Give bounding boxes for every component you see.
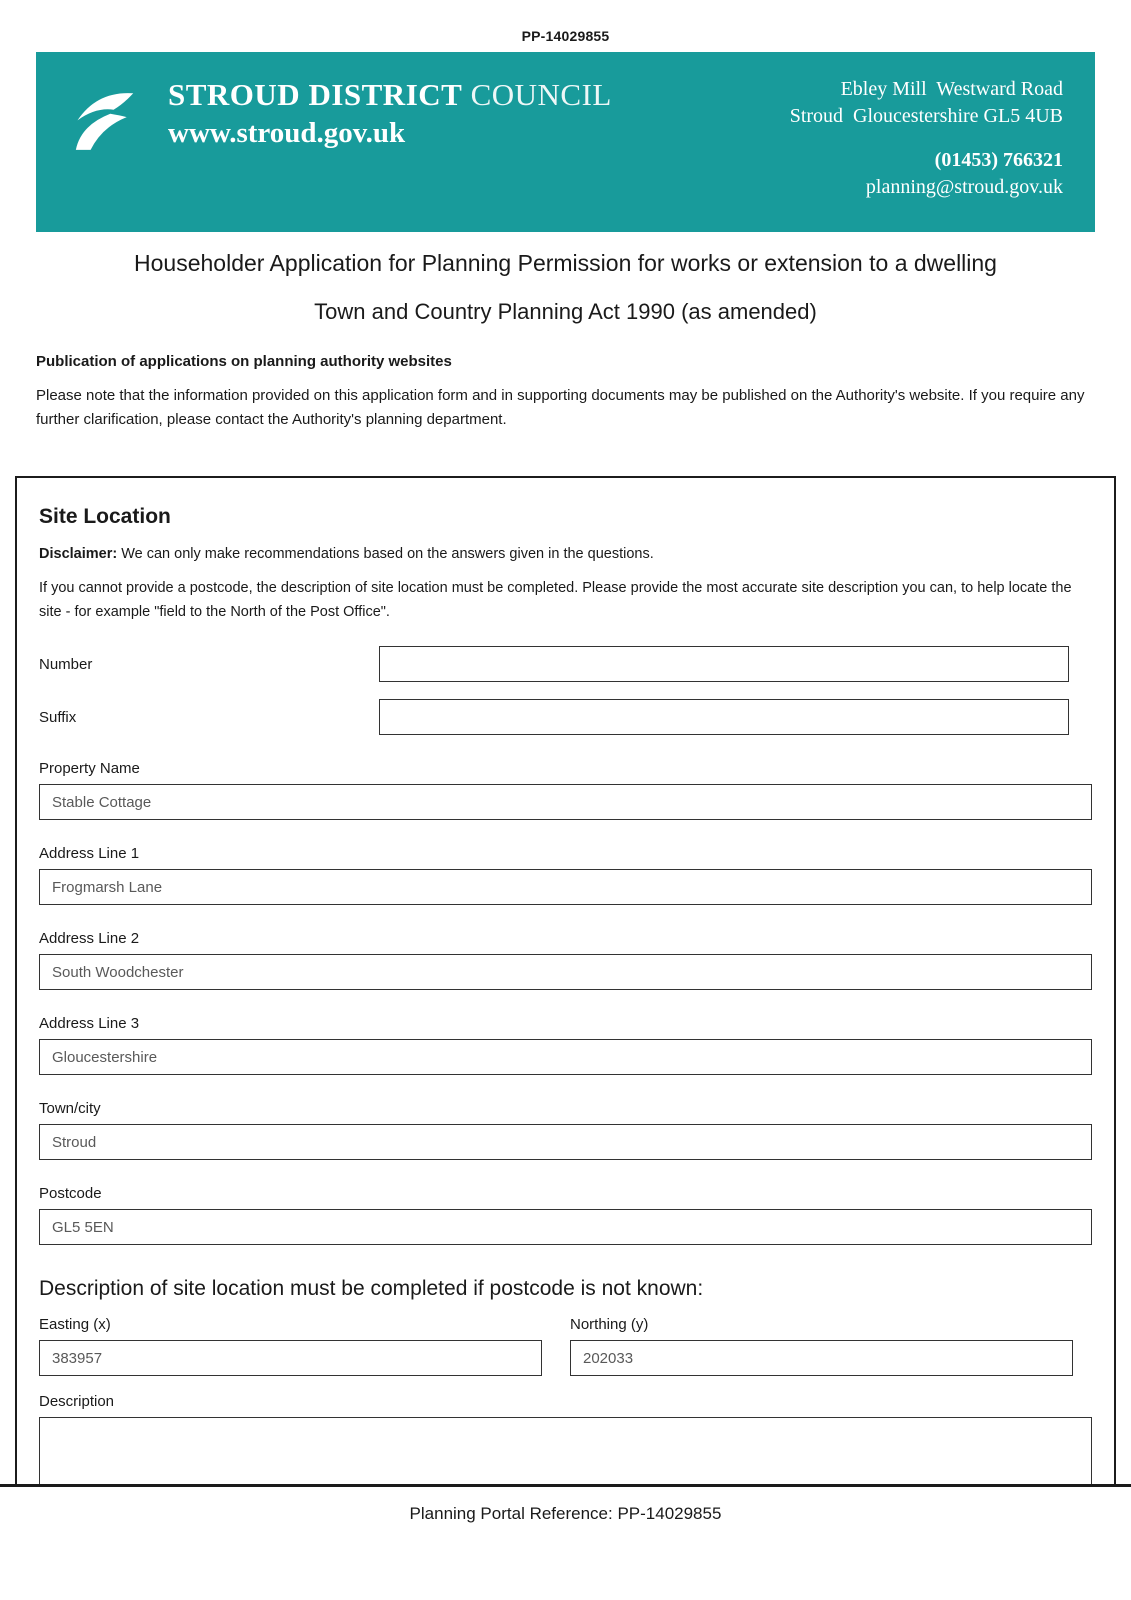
address-line-1-field bbox=[39, 844, 1092, 905]
council-name-main: STROUD DISTRICT bbox=[168, 77, 463, 112]
number-row bbox=[39, 646, 1092, 682]
address-line-2-label: Address Line 2 bbox=[39, 930, 140, 947]
council-email: planning@stroud.gov.uk bbox=[865, 176, 1063, 198]
northing-input[interactable] bbox=[570, 1340, 1073, 1376]
footer-reference: Planning Portal Reference: PP-14029855 bbox=[409, 1504, 722, 1523]
council-website: www.stroud.gov.uk bbox=[168, 117, 406, 149]
suffix-row bbox=[39, 699, 1092, 735]
number-label: Number bbox=[39, 655, 93, 673]
easting-label: Easting (x) bbox=[39, 1316, 111, 1333]
description-textarea[interactable] bbox=[39, 1417, 1092, 1484]
council-contact-block bbox=[790, 76, 1063, 212]
suffix-input[interactable] bbox=[379, 699, 1069, 735]
council-address-line1: Ebley Mill Westward Road bbox=[840, 78, 1063, 100]
council-name-block bbox=[168, 76, 612, 152]
northing-label: Northing (y) bbox=[570, 1316, 649, 1333]
publication-note: Please note that the information provided on this application form and in supporting documents may be published on the Authority's website. If you require any further clarification, please contact the Authority's planning department. bbox=[36, 387, 1085, 428]
council-name-council: COUNCIL bbox=[470, 77, 612, 112]
address-line-1-label: Address Line 1 bbox=[39, 845, 140, 862]
postcode-input[interactable] bbox=[39, 1209, 1092, 1245]
number-input[interactable] bbox=[379, 646, 1069, 682]
easting-field bbox=[39, 1315, 542, 1376]
council-phone: (01453) 766321 bbox=[934, 149, 1063, 171]
form-subtitle: Town and Country Planning Act 1990 (as amended) bbox=[314, 299, 817, 324]
description-label: Description bbox=[39, 1393, 115, 1410]
postcode-field bbox=[39, 1184, 1092, 1245]
disclaimer-body: We can only make recommendations based on the answers given in the questions. bbox=[121, 546, 654, 562]
reference-number-top: PP-14029855 bbox=[521, 28, 610, 44]
address-line-2-input[interactable] bbox=[39, 954, 1092, 990]
council-logo-icon bbox=[66, 82, 148, 162]
footer-divider bbox=[0, 1484, 1131, 1487]
address-line-3-input[interactable] bbox=[39, 1039, 1092, 1075]
description-field bbox=[39, 1392, 1092, 1484]
property-name-label: Property Name bbox=[39, 760, 140, 777]
site-location-heading: Site Location bbox=[39, 505, 171, 528]
easting-input[interactable] bbox=[39, 1340, 542, 1376]
council-address-line2: Stroud Gloucestershire GL5 4UB bbox=[789, 105, 1063, 127]
form-title: Householder Application for Planning Permission for works or extension to a dwelling bbox=[134, 250, 997, 276]
disclaimer-text bbox=[39, 544, 1092, 564]
town-city-field bbox=[39, 1099, 1092, 1160]
site-location-section bbox=[15, 476, 1116, 1484]
council-header-left bbox=[66, 76, 612, 212]
address-line-2-field bbox=[39, 929, 1092, 990]
town-city-label: Town/city bbox=[39, 1100, 101, 1117]
publication-heading: Publication of applications on planning authority websites bbox=[36, 353, 452, 370]
postcode-note: If you cannot provide a postcode, the description of site location must be completed. Please provide the most accurate site description you can, to help locate the site - for example "field to the North of the Post Office". bbox=[39, 580, 1072, 620]
disclaimer-label: Disclaimer: bbox=[39, 546, 118, 562]
address-line-1-input[interactable] bbox=[39, 869, 1092, 905]
council-name bbox=[168, 76, 612, 114]
northing-field bbox=[570, 1315, 1073, 1376]
postcode-label: Postcode bbox=[39, 1185, 102, 1202]
property-name-input[interactable] bbox=[39, 784, 1092, 820]
site-description-heading: Description of site location must be completed if postcode is not known: bbox=[39, 1277, 704, 1300]
address-line-3-field bbox=[39, 1014, 1092, 1075]
town-city-input[interactable] bbox=[39, 1124, 1092, 1160]
coordinates-row bbox=[39, 1315, 1092, 1376]
suffix-label: Suffix bbox=[39, 708, 77, 726]
address-line-3-label: Address Line 3 bbox=[39, 1015, 140, 1032]
property-name-field bbox=[39, 759, 1092, 820]
council-header bbox=[36, 52, 1095, 232]
